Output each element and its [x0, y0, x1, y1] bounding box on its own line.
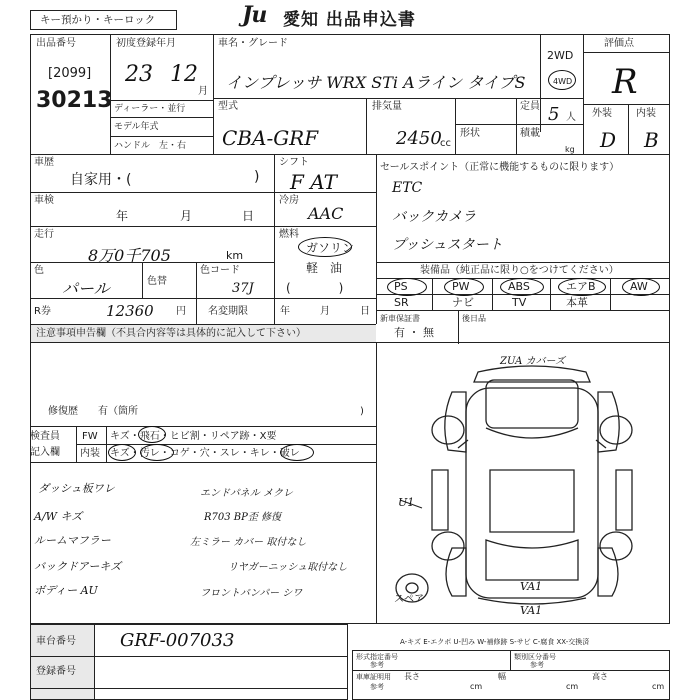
history-label: 車歴 — [34, 157, 54, 168]
equip-airbag: エアB — [566, 280, 596, 293]
shift-value: F AT — [290, 170, 337, 194]
spare-label: スペア — [394, 594, 424, 605]
capacity-label: 定員 — [520, 101, 540, 112]
mileage-value: 8万0千705 — [88, 246, 171, 265]
equip-tv: TV — [512, 296, 527, 309]
r-label: R券 — [34, 306, 51, 317]
inspection-year: 年 — [116, 209, 129, 223]
first-reg-label: 初度登録年月 — [116, 38, 176, 49]
mileage-label: 走行 — [34, 229, 54, 240]
diagram-bottom-note-1: VA1 — [520, 580, 543, 593]
height-label: 高さ — [592, 672, 608, 681]
color-code-label: 色コード — [200, 265, 240, 276]
type-label: 型式 — [218, 101, 238, 112]
repair-label: 修復歴 有（箇所 — [48, 406, 138, 417]
fuel-value: ガソリン — [306, 241, 355, 255]
key-lock-label: キー預かり・キーロック — [40, 14, 156, 26]
type-value: CBA-GRF — [222, 126, 319, 150]
shape-label: 形状 — [460, 128, 480, 139]
size-table — [352, 650, 670, 700]
first-reg-year: 23 — [125, 62, 153, 87]
ac-value: AAC — [308, 204, 344, 223]
garage-cert-label: 車庫証明用 — [356, 673, 391, 681]
displacement-unit: cc — [440, 138, 451, 149]
brand-logo: Ju — [242, 2, 267, 28]
fw-label: FW — [82, 431, 98, 442]
length-unit: cm — [470, 682, 483, 691]
r-value: 12360 — [106, 302, 154, 320]
equip-leather: 本革 — [566, 296, 588, 309]
diagram-left-note: U1 — [398, 496, 415, 509]
exterior-label: 外装 — [592, 108, 612, 119]
car-name: インプレッサ WRX STi Aライン タイプS — [226, 73, 526, 92]
note-left-1: ダッシュ板ワレ — [38, 482, 115, 495]
later-items-label: 後日品 — [462, 314, 486, 323]
history-value: 自家用・( — [70, 172, 132, 188]
grade-value: R — [612, 62, 638, 102]
capacity-value: 5 — [548, 104, 560, 125]
interior-check-label: 内装 — [80, 448, 100, 459]
fw-items: キズ・飛石・ヒビ割・リペア跡・X要 — [110, 431, 277, 442]
month-suffix: 月 — [198, 86, 208, 97]
car-name-label: 車名・グレード — [218, 38, 288, 49]
shift-label: シフト — [279, 157, 309, 168]
listing-number-bracket: [2099] — [48, 66, 92, 81]
fuel-paren: ( ) — [286, 281, 344, 295]
listing-number: 30213 — [36, 88, 113, 113]
note-left-3: ルームマフラー — [34, 534, 111, 547]
interior-grade: B — [644, 128, 659, 152]
sales-point-2: バックカメラ — [392, 209, 476, 225]
diagram-top-note: ZUA カバーズ — [500, 356, 565, 367]
displacement-label: 排気量 — [372, 101, 402, 112]
mileage-unit: km — [226, 249, 244, 262]
note-right-5: フロントバンパー シワ — [200, 588, 303, 599]
sales-point-3: プッシュスタート — [392, 237, 503, 253]
inspection-label: 車検 — [34, 195, 54, 206]
exterior-grade: D — [600, 128, 617, 152]
inspector-label-2: 記入欄 — [30, 447, 60, 458]
equip-ps: PS — [394, 280, 408, 293]
name-change-fields: 年 月 日 — [280, 306, 370, 317]
color-label: 色 — [34, 265, 44, 276]
width-unit: cm — [566, 682, 579, 691]
chassis-label: 車台番号 — [36, 636, 76, 647]
name-change-label: 名変期限 — [208, 306, 248, 317]
equip-abs: ABS — [508, 280, 530, 293]
r-unit: 円 — [176, 306, 186, 317]
sales-point-1: ETC — [392, 180, 423, 196]
displacement-value: 2450 — [396, 128, 442, 149]
ac-label: 冷房 — [279, 195, 299, 206]
form-title: 愛知 出品申込書 — [283, 10, 416, 30]
load-unit: kg — [565, 145, 575, 154]
note-right-2: R703 BP歪 修復 — [204, 512, 282, 523]
note-left-4: バックドアーキズ — [34, 560, 122, 573]
interior-label: 内装 — [636, 108, 656, 119]
inspector-label-1: 検査員 — [30, 431, 60, 442]
equip-aw: AW — [630, 280, 648, 293]
garage-ref: 参考 — [370, 683, 384, 691]
warranty-label: 新車保証書 — [380, 314, 420, 323]
history-close: ) — [254, 169, 260, 185]
note-left-5: ボディー AU — [34, 584, 98, 597]
damage-legend: A-キズ E-エクボ U-凹み W-補修跡 S-サビ C-腐食 XX-交換済 — [400, 638, 590, 646]
note-right-4: リヤガーニッシュ取付なし — [228, 562, 348, 573]
warranty-value: 有 ・ 無 — [394, 326, 434, 339]
color-value: パール — [62, 279, 110, 298]
class-number-label: 類別区分番号 — [514, 653, 556, 661]
handle-label: ハンドル 左・右 — [114, 141, 187, 151]
inspection-day: 日 — [242, 209, 255, 223]
listing-number-label: 出品番号 — [36, 38, 76, 49]
note-right-1: エンドパネル メクレ — [200, 488, 293, 499]
load-label: 積載 — [520, 128, 540, 139]
dealer-label: ディーラー・並行 — [114, 104, 186, 114]
chassis-value: GRF-007033 — [120, 630, 235, 651]
drive-4wd: 4WD — [553, 77, 573, 86]
fuel-label: 燃料 — [279, 229, 299, 240]
length-label: 長さ — [404, 672, 420, 681]
model-year-label: モデル年式 — [114, 122, 159, 132]
spec-ref-left: 参考 — [370, 661, 384, 669]
diagram-bottom-note-2: VA1 — [520, 604, 543, 617]
width-label: 幅 — [498, 672, 506, 681]
equip-sr: SR — [394, 296, 409, 309]
repair-close: ) — [360, 406, 364, 417]
inspection-month: 月 — [180, 209, 193, 223]
drive-2wd: 2WD — [547, 49, 574, 62]
capacity-unit: 人 — [566, 112, 576, 123]
sales-points-label: セールスポイント（正常に機能するものに限ります） — [380, 162, 620, 173]
height-unit: cm — [652, 682, 665, 691]
note-left-2: A/W キズ — [34, 510, 83, 523]
repaint-label: 色替 — [147, 276, 167, 287]
interior-check-items: キズ・汚レ・コゲ・穴・スレ・キレ・破レ — [110, 448, 300, 459]
note-right-3: 左ミラー カバー 取付なし — [190, 537, 307, 548]
color-code-value: 37J — [232, 281, 254, 296]
first-reg-month: 12 — [170, 62, 198, 87]
spec-number-label: 形式指定番号 — [356, 653, 398, 661]
spec-ref-right: 参考 — [530, 661, 544, 669]
grade-label: 評価点 — [604, 38, 634, 49]
reg-label: 登録番号 — [36, 666, 76, 677]
remarks-label: 注意事項申告欄（不具合内容等は具体的に記入して下さい） — [36, 328, 306, 339]
equip-pw: PW — [452, 280, 470, 293]
equip-navi: ナビ — [452, 296, 474, 309]
equipment-label: 装備品（純正品に限り○をつけてください） — [420, 265, 619, 276]
fuel-alt: 軽 油 — [306, 261, 343, 275]
